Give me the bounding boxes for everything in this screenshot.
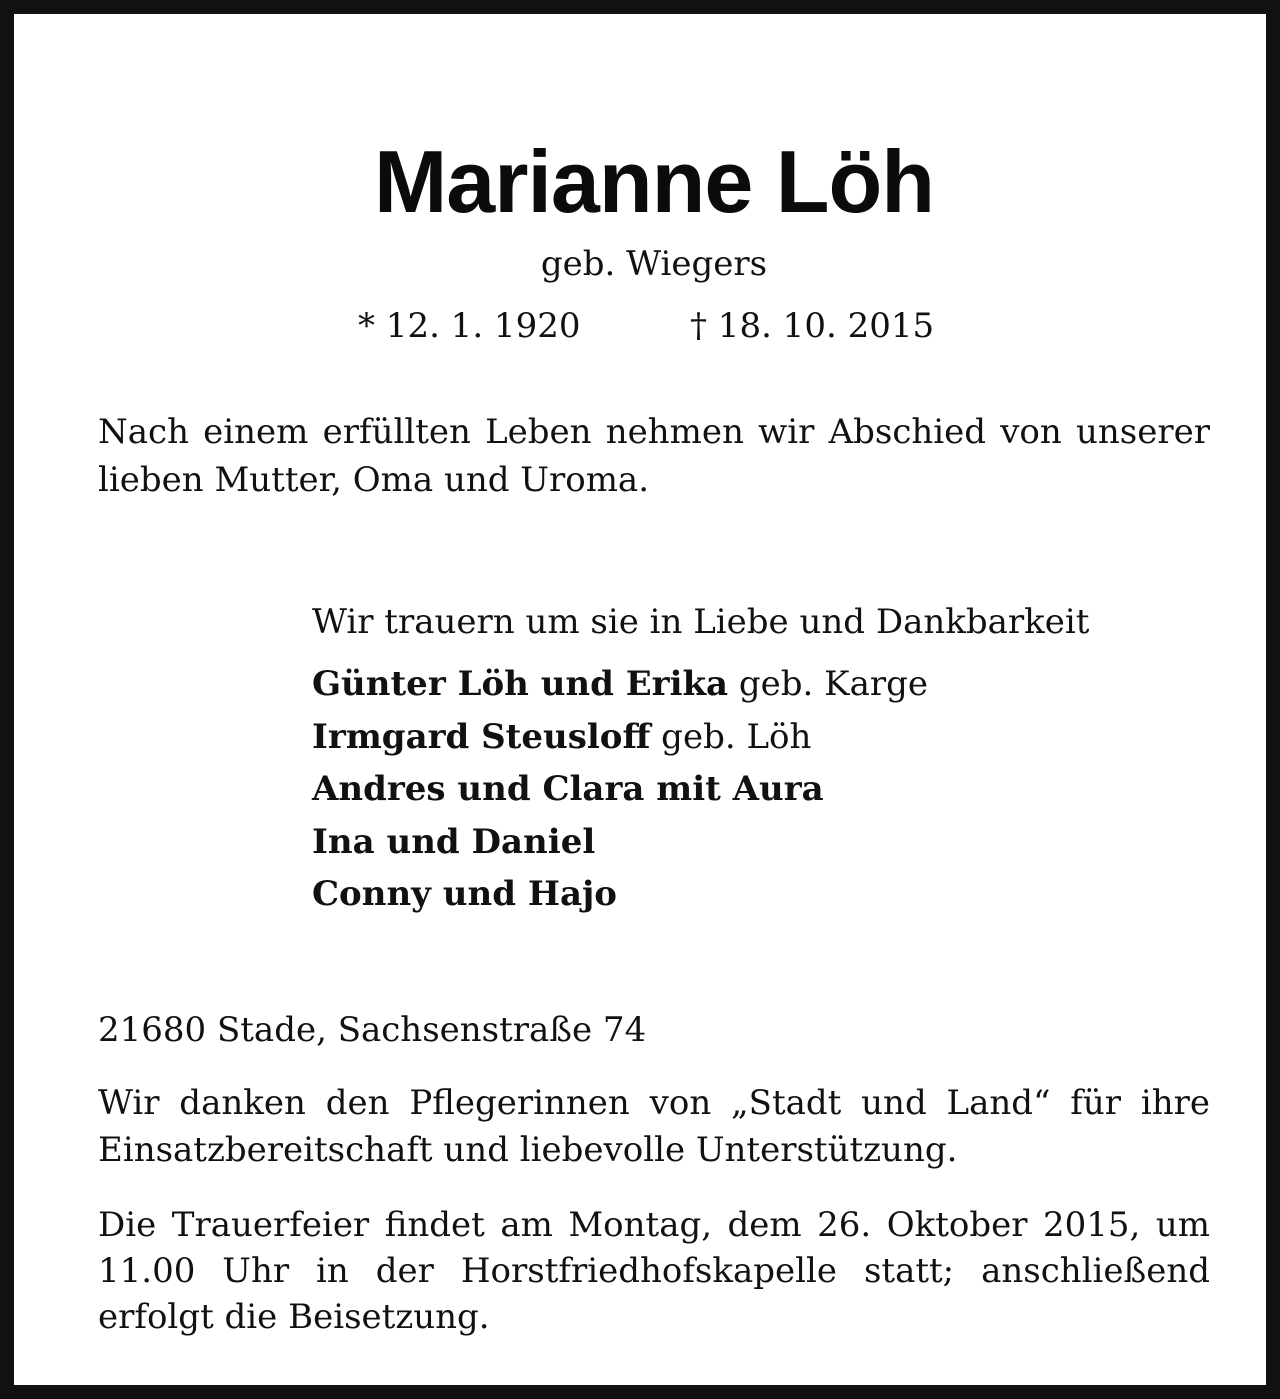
intro-text: Nach einem erfüllten Leben nehmen wir Abschied von unserer lieben Mutter, Oma und Uroma. bbox=[98, 412, 1210, 500]
address: 21680 Stade, Sachsenstraße 74 bbox=[98, 1010, 647, 1050]
deceased-name: Marianne Löh bbox=[373, 132, 935, 231]
mourner-name: Ina und Daniel bbox=[312, 821, 596, 862]
mourner-name: Günter Löh und Erika bbox=[312, 664, 729, 704]
mourner-entry bbox=[312, 868, 928, 921]
mourner-entry bbox=[312, 658, 928, 711]
maiden-name: geb. Wiegers bbox=[540, 244, 768, 284]
mourner-entry bbox=[312, 711, 928, 764]
mourner-note: geb. Karge bbox=[728, 664, 928, 704]
mourner-name: Irmgard Steusloff bbox=[312, 716, 651, 757]
mourner-list bbox=[312, 658, 928, 921]
mourner-name: Conny und Hajo bbox=[312, 874, 617, 914]
thanks-text: Wir danken den Pflegerinnen von „Stadt und Land“ für ihre Einsatzbereitschaft und liebevolle Unterstützung. bbox=[98, 1083, 1210, 1170]
birth-date: * 12. 1. 1920 bbox=[358, 306, 581, 346]
mourner-note: geb. Löh bbox=[650, 716, 812, 757]
mourner-name: Andres und Clara mit Aura bbox=[312, 769, 824, 809]
mourning-line: Wir trauern um sie in Liebe und Dankbarkeit bbox=[312, 602, 1090, 642]
mourner-entry bbox=[312, 763, 928, 816]
death-date: † 18. 10. 2015 bbox=[690, 306, 935, 346]
ceremony-text: Die Trauerfeier findet am Montag, dem 26. Oktober 2015, um 11.00 Uhr in der Horstfriedhofskapelle statt; anschließend erfolgt die Beisetzung. bbox=[98, 1205, 1210, 1337]
mourner-entry bbox=[312, 816, 928, 869]
